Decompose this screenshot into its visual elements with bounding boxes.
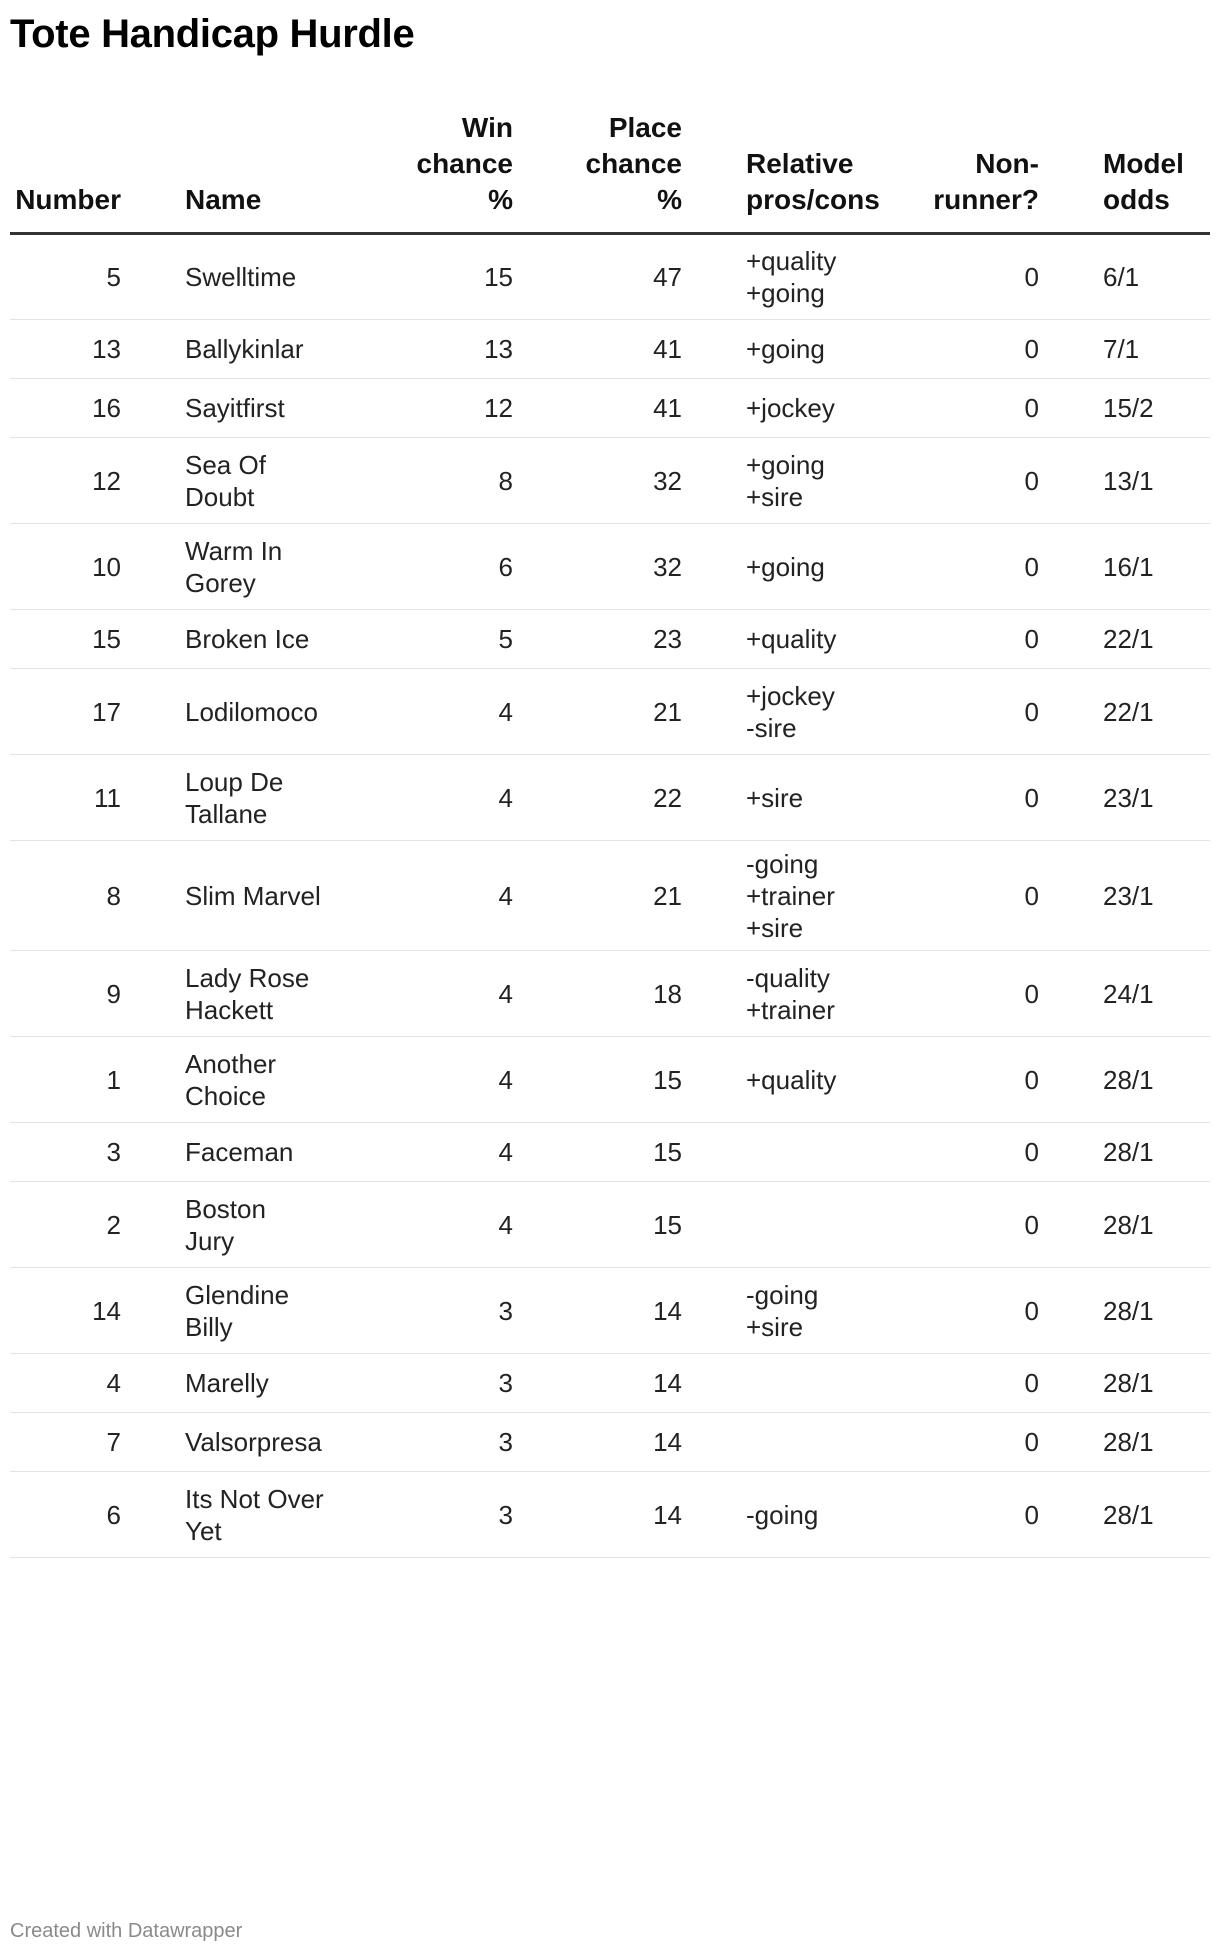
cell-text: Its Not Over bbox=[185, 1483, 324, 1514]
column-header-nonrunner bbox=[876, 110, 1039, 234]
cell-name bbox=[185, 669, 375, 755]
cell-text: Marelly bbox=[185, 1368, 269, 1398]
cell-number: 14 bbox=[10, 1268, 121, 1354]
cell-win: 4 bbox=[375, 669, 513, 755]
table-row bbox=[10, 1268, 1210, 1354]
cell-nonrunner: 0 bbox=[876, 438, 1039, 524]
cell-text: +going bbox=[746, 334, 825, 364]
cell-text: Gorey bbox=[185, 567, 256, 598]
cell-spacer bbox=[1039, 438, 1103, 524]
cell-odds: 23/1 bbox=[1103, 841, 1210, 951]
cell-spacer bbox=[121, 610, 185, 669]
table-row bbox=[10, 234, 1210, 320]
table-row bbox=[10, 610, 1210, 669]
column-header-text: runner? bbox=[933, 184, 1039, 215]
cell-text: Choice bbox=[185, 1080, 266, 1111]
cell-place: 18 bbox=[513, 951, 682, 1037]
cell-nonrunner: 0 bbox=[876, 610, 1039, 669]
cell-number: 12 bbox=[10, 438, 121, 524]
cell-odds: 23/1 bbox=[1103, 755, 1210, 841]
cell-name bbox=[185, 234, 375, 320]
table-row bbox=[10, 755, 1210, 841]
column-spacer bbox=[682, 110, 746, 234]
cell-spacer bbox=[682, 1472, 746, 1558]
cell-pros bbox=[746, 1182, 876, 1268]
cell-nonrunner: 0 bbox=[876, 1182, 1039, 1268]
column-header-place bbox=[513, 110, 682, 234]
column-header-pros bbox=[746, 110, 880, 234]
footer-credit: Created with Datawrapper bbox=[10, 1920, 243, 1942]
cell-spacer bbox=[1039, 379, 1103, 438]
data-table bbox=[10, 110, 1210, 1558]
cell-number: 17 bbox=[10, 669, 121, 755]
cell-text: -going bbox=[746, 1499, 819, 1530]
cell-spacer bbox=[121, 1182, 185, 1268]
cell-spacer bbox=[121, 234, 185, 320]
cell-name bbox=[185, 1268, 375, 1354]
column-header-odds bbox=[1103, 110, 1210, 234]
cell-pros bbox=[746, 1413, 876, 1472]
cell-win: 3 bbox=[375, 1354, 513, 1413]
cell-text: +quality bbox=[746, 246, 837, 276]
cell-text: +going bbox=[746, 449, 825, 480]
cell-number: 7 bbox=[10, 1413, 121, 1472]
table-row bbox=[10, 320, 1210, 379]
cell-pros bbox=[746, 234, 876, 320]
cell-odds: 6/1 bbox=[1103, 234, 1210, 320]
table-row bbox=[10, 1354, 1210, 1413]
column-header-name bbox=[185, 110, 375, 234]
table-row bbox=[10, 1037, 1210, 1123]
cell-text: +jockey bbox=[746, 393, 835, 423]
cell-pros bbox=[746, 1123, 876, 1182]
column-header-text: Model bbox=[1103, 148, 1184, 179]
cell-win: 4 bbox=[375, 1037, 513, 1123]
cell-win: 3 bbox=[375, 1268, 513, 1354]
cell-name bbox=[185, 610, 375, 669]
table-body bbox=[10, 234, 1210, 1558]
cell-win: 13 bbox=[375, 320, 513, 379]
cell-text: Doubt bbox=[185, 481, 255, 512]
cell-nonrunner: 0 bbox=[876, 951, 1039, 1037]
cell-nonrunner: 0 bbox=[876, 1037, 1039, 1123]
cell-number: 9 bbox=[10, 951, 121, 1037]
cell-number: 10 bbox=[10, 524, 121, 610]
cell-nonrunner: 0 bbox=[876, 320, 1039, 379]
column-header-text: Number bbox=[15, 184, 121, 215]
cell-win: 3 bbox=[375, 1472, 513, 1558]
cell-win: 4 bbox=[375, 755, 513, 841]
table-row bbox=[10, 379, 1210, 438]
column-header-text: chance bbox=[416, 148, 513, 179]
cell-spacer bbox=[682, 1413, 746, 1472]
cell-text: Lodilomoco bbox=[185, 696, 318, 727]
cell-number: 1 bbox=[10, 1037, 121, 1123]
column-header-number bbox=[10, 110, 121, 234]
cell-pros bbox=[746, 1037, 876, 1123]
cell-nonrunner: 0 bbox=[876, 524, 1039, 610]
cell-odds: 13/1 bbox=[1103, 438, 1210, 524]
column-header-text: % bbox=[488, 184, 513, 215]
column-header-text: % bbox=[657, 184, 682, 215]
cell-name bbox=[185, 841, 375, 951]
cell-spacer bbox=[121, 1268, 185, 1354]
table-row bbox=[10, 1123, 1210, 1182]
cell-pros bbox=[746, 524, 876, 610]
column-header-text: Win bbox=[461, 112, 513, 143]
cell-name bbox=[185, 755, 375, 841]
cell-spacer bbox=[682, 841, 746, 951]
cell-place: 14 bbox=[513, 1268, 682, 1354]
cell-spacer bbox=[682, 234, 746, 320]
cell-pros bbox=[746, 951, 876, 1037]
cell-place: 32 bbox=[513, 438, 682, 524]
cell-text: Yet bbox=[185, 1515, 222, 1546]
cell-text: +sire bbox=[746, 912, 804, 943]
cell-number: 11 bbox=[10, 755, 121, 841]
cell-text: Swelltime bbox=[185, 262, 297, 292]
chart-title: Tote Handicap Hurdle bbox=[10, 12, 415, 56]
cell-name bbox=[185, 320, 375, 379]
cell-number: 6 bbox=[10, 1472, 121, 1558]
cell-name bbox=[185, 524, 375, 610]
cell-nonrunner: 0 bbox=[876, 669, 1039, 755]
cell-number: 8 bbox=[10, 841, 121, 951]
cell-text: +quality bbox=[746, 624, 837, 654]
cell-spacer bbox=[1039, 234, 1103, 320]
cell-spacer bbox=[682, 951, 746, 1037]
cell-win: 4 bbox=[375, 1123, 513, 1182]
cell-spacer bbox=[1039, 1182, 1103, 1268]
column-header-text: chance bbox=[585, 148, 682, 179]
cell-spacer bbox=[121, 320, 185, 379]
cell-text: Sea Of bbox=[185, 449, 266, 480]
cell-spacer bbox=[121, 951, 185, 1037]
cell-number: 13 bbox=[10, 320, 121, 379]
cell-pros bbox=[746, 320, 876, 379]
cell-odds: 22/1 bbox=[1103, 669, 1210, 755]
cell-spacer bbox=[121, 755, 185, 841]
cell-place: 32 bbox=[513, 524, 682, 610]
cell-number: 15 bbox=[10, 610, 121, 669]
cell-text: Ballykinlar bbox=[185, 334, 304, 364]
cell-place: 23 bbox=[513, 610, 682, 669]
cell-text: -going bbox=[746, 848, 819, 879]
cell-win: 6 bbox=[375, 524, 513, 610]
table-row bbox=[10, 669, 1210, 755]
header-row bbox=[10, 110, 1210, 234]
cell-spacer bbox=[682, 1182, 746, 1268]
cell-name bbox=[185, 1413, 375, 1472]
cell-number: 2 bbox=[10, 1182, 121, 1268]
cell-text: +going bbox=[746, 278, 825, 308]
column-header-text: Name bbox=[185, 184, 262, 215]
cell-odds: 28/1 bbox=[1103, 1268, 1210, 1354]
cell-pros bbox=[746, 669, 876, 755]
cell-win: 12 bbox=[375, 379, 513, 438]
cell-text: Tallane bbox=[185, 798, 268, 829]
table-header bbox=[10, 110, 1210, 234]
cell-odds: 22/1 bbox=[1103, 610, 1210, 669]
cell-nonrunner: 0 bbox=[876, 234, 1039, 320]
cell-name bbox=[185, 1123, 375, 1182]
cell-name bbox=[185, 379, 375, 438]
cell-place: 15 bbox=[513, 1037, 682, 1123]
cell-place: 21 bbox=[513, 669, 682, 755]
cell-pros bbox=[746, 755, 876, 841]
cell-pros bbox=[746, 379, 876, 438]
cell-name bbox=[185, 1182, 375, 1268]
cell-spacer bbox=[1039, 1354, 1103, 1413]
cell-spacer bbox=[1039, 1413, 1103, 1472]
cell-text: Valsorpresa bbox=[185, 1427, 322, 1457]
cell-place: 14 bbox=[513, 1354, 682, 1413]
column-header-text: Relative bbox=[746, 148, 854, 179]
cell-number: 5 bbox=[10, 234, 121, 320]
column-header-text: Place bbox=[608, 112, 682, 143]
cell-text: Loup De bbox=[185, 766, 284, 797]
cell-spacer bbox=[1039, 1268, 1103, 1354]
table-row bbox=[10, 1413, 1210, 1472]
cell-spacer bbox=[121, 1354, 185, 1413]
cell-spacer bbox=[1039, 1123, 1103, 1182]
cell-text: Glendine bbox=[185, 1279, 290, 1310]
cell-odds: 28/1 bbox=[1103, 1413, 1210, 1472]
cell-spacer bbox=[682, 755, 746, 841]
cell-name bbox=[185, 1037, 375, 1123]
cell-spacer bbox=[682, 1123, 746, 1182]
cell-spacer bbox=[682, 1354, 746, 1413]
cell-name bbox=[185, 951, 375, 1037]
cell-nonrunner: 0 bbox=[876, 1123, 1039, 1182]
cell-win: 4 bbox=[375, 951, 513, 1037]
table-row bbox=[10, 841, 1210, 951]
cell-text: +quality bbox=[746, 1064, 837, 1095]
cell-odds: 7/1 bbox=[1103, 320, 1210, 379]
cell-place: 15 bbox=[513, 1123, 682, 1182]
cell-odds: 28/1 bbox=[1103, 1472, 1210, 1558]
cell-spacer bbox=[1039, 1472, 1103, 1558]
cell-text: -going bbox=[746, 1279, 819, 1310]
cell-text: Sayitfirst bbox=[185, 393, 285, 423]
cell-pros bbox=[746, 1472, 876, 1558]
cell-place: 14 bbox=[513, 1472, 682, 1558]
cell-odds: 16/1 bbox=[1103, 524, 1210, 610]
cell-spacer bbox=[1039, 841, 1103, 951]
cell-pros bbox=[746, 610, 876, 669]
cell-place: 15 bbox=[513, 1182, 682, 1268]
cell-pros bbox=[746, 841, 876, 951]
cell-text: Boston bbox=[185, 1193, 266, 1224]
cell-spacer bbox=[121, 1472, 185, 1558]
cell-pros bbox=[746, 438, 876, 524]
column-header-text: odds bbox=[1103, 184, 1170, 215]
cell-text: Hackett bbox=[185, 994, 274, 1025]
cell-text: -quality bbox=[746, 962, 830, 993]
cell-text: Jury bbox=[185, 1225, 235, 1256]
cell-text: Lady Rose bbox=[185, 962, 310, 993]
cell-nonrunner: 0 bbox=[876, 755, 1039, 841]
cell-spacer bbox=[1039, 669, 1103, 755]
column-spacer bbox=[121, 110, 185, 234]
cell-spacer bbox=[121, 438, 185, 524]
cell-place: 41 bbox=[513, 379, 682, 438]
cell-nonrunner: 0 bbox=[876, 1268, 1039, 1354]
cell-spacer bbox=[1039, 1037, 1103, 1123]
cell-nonrunner: 0 bbox=[876, 379, 1039, 438]
cell-spacer bbox=[121, 841, 185, 951]
cell-text: Another bbox=[185, 1048, 277, 1079]
cell-nonrunner: 0 bbox=[876, 841, 1039, 951]
cell-text: +jockey bbox=[746, 680, 835, 711]
column-header-text: Non- bbox=[975, 148, 1039, 179]
cell-spacer bbox=[121, 379, 185, 438]
cell-spacer bbox=[682, 438, 746, 524]
cell-odds: 28/1 bbox=[1103, 1354, 1210, 1413]
cell-win: 5 bbox=[375, 610, 513, 669]
table-row bbox=[10, 438, 1210, 524]
table-row bbox=[10, 1472, 1210, 1558]
cell-text: +going bbox=[746, 551, 825, 582]
cell-spacer bbox=[1039, 610, 1103, 669]
cell-odds: 24/1 bbox=[1103, 951, 1210, 1037]
cell-text: -sire bbox=[746, 712, 797, 743]
cell-text: Faceman bbox=[185, 1137, 294, 1167]
cell-spacer bbox=[682, 379, 746, 438]
table-row bbox=[10, 524, 1210, 610]
cell-text: +sire bbox=[746, 1311, 804, 1342]
cell-name bbox=[185, 1354, 375, 1413]
cell-spacer bbox=[121, 1413, 185, 1472]
cell-place: 41 bbox=[513, 320, 682, 379]
cell-win: 15 bbox=[375, 234, 513, 320]
cell-text: Warm In bbox=[185, 535, 283, 566]
cell-place: 22 bbox=[513, 755, 682, 841]
cell-spacer bbox=[682, 1268, 746, 1354]
cell-text: +trainer bbox=[746, 880, 835, 911]
cell-nonrunner: 0 bbox=[876, 1472, 1039, 1558]
cell-spacer bbox=[682, 669, 746, 755]
cell-spacer bbox=[1039, 320, 1103, 379]
cell-number: 4 bbox=[10, 1354, 121, 1413]
cell-text: Broken Ice bbox=[185, 624, 310, 654]
cell-nonrunner: 0 bbox=[876, 1413, 1039, 1472]
cell-number: 3 bbox=[10, 1123, 121, 1182]
cell-win: 8 bbox=[375, 438, 513, 524]
cell-text: Billy bbox=[185, 1311, 233, 1342]
cell-spacer bbox=[1039, 755, 1103, 841]
cell-odds: 28/1 bbox=[1103, 1037, 1210, 1123]
cell-spacer bbox=[1039, 524, 1103, 610]
cell-text: Slim Marvel bbox=[185, 880, 321, 911]
cell-name bbox=[185, 438, 375, 524]
column-spacer bbox=[1039, 110, 1103, 234]
cell-win: 3 bbox=[375, 1413, 513, 1472]
cell-number: 16 bbox=[10, 379, 121, 438]
cell-spacer bbox=[121, 1123, 185, 1182]
cell-spacer bbox=[682, 1037, 746, 1123]
cell-win: 4 bbox=[375, 841, 513, 951]
cell-odds: 28/1 bbox=[1103, 1123, 1210, 1182]
cell-odds: 15/2 bbox=[1103, 379, 1210, 438]
cell-text: +sire bbox=[746, 481, 804, 512]
table-row bbox=[10, 951, 1210, 1037]
column-header-win bbox=[375, 110, 513, 234]
table-row bbox=[10, 1182, 1210, 1268]
cell-odds: 28/1 bbox=[1103, 1182, 1210, 1268]
cell-pros bbox=[746, 1268, 876, 1354]
cell-place: 21 bbox=[513, 841, 682, 951]
cell-spacer bbox=[682, 524, 746, 610]
cell-spacer bbox=[1039, 951, 1103, 1037]
cell-name bbox=[185, 1472, 375, 1558]
cell-pros bbox=[746, 1354, 876, 1413]
column-header-text: pros/cons bbox=[746, 184, 880, 215]
cell-spacer bbox=[682, 320, 746, 379]
cell-win: 4 bbox=[375, 1182, 513, 1268]
cell-spacer bbox=[682, 610, 746, 669]
cell-spacer bbox=[121, 1037, 185, 1123]
cell-text: +sire bbox=[746, 782, 804, 813]
cell-place: 47 bbox=[513, 234, 682, 320]
cell-place: 14 bbox=[513, 1413, 682, 1472]
cell-nonrunner: 0 bbox=[876, 1354, 1039, 1413]
cell-spacer bbox=[121, 669, 185, 755]
cell-text: +trainer bbox=[746, 994, 835, 1025]
cell-spacer bbox=[121, 524, 185, 610]
